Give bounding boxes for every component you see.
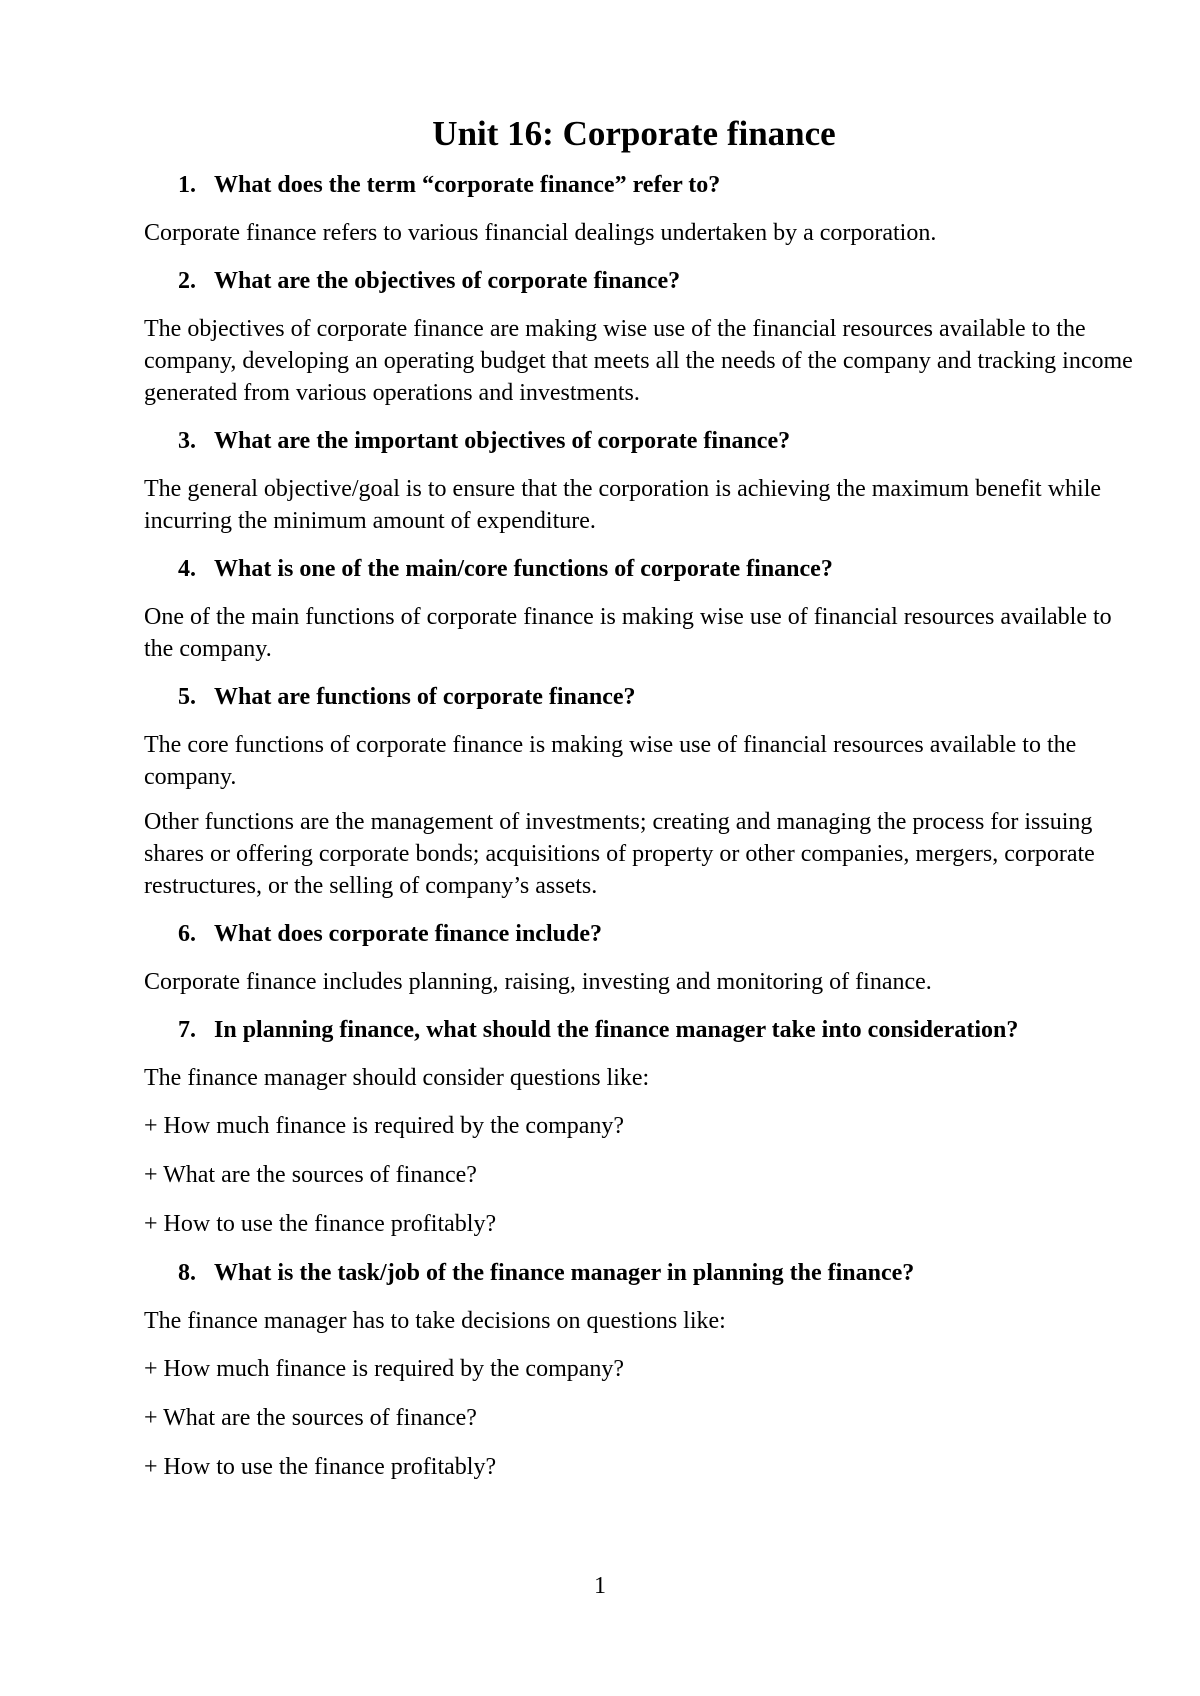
question-6 xyxy=(144,918,1144,950)
question-number: 1. xyxy=(178,172,196,198)
question-text: What does corporate finance include? xyxy=(214,921,602,947)
list-item: + What are the sources of finance? xyxy=(144,1162,477,1188)
question-text: What are the important objectives of corporate finance? xyxy=(214,428,791,454)
question-number: 8. xyxy=(178,1260,196,1286)
answer-6: Corporate finance includes planning, raising, investing and monitoring of finance. xyxy=(144,969,932,995)
answer-5-continued: Other functions are the management of investments; creating and managing the process for issuing shares or offering corporate bonds; acquisitions of property or other companies, mergers, corporate restructures, or the selling of company’s assets. xyxy=(144,809,1095,899)
question-text: What is one of the main/core functions of corporate finance? xyxy=(214,556,833,582)
question-number: 5. xyxy=(178,684,196,710)
question-text: What are functions of corporate finance? xyxy=(214,684,636,710)
question-number: 4. xyxy=(178,556,196,582)
answer-2: The objectives of corporate finance are making wise use of the financial resources available to the company, developing an operating budget that meets all the needs of the company and tracking income generated from various operations and investments. xyxy=(144,316,1133,406)
list-item: + How much finance is required by the company? xyxy=(144,1113,625,1139)
answer-7: The finance manager should consider questions like: xyxy=(144,1065,650,1091)
answer-8: The finance manager has to take decisions on questions like: xyxy=(144,1308,726,1334)
question-8 xyxy=(144,1257,1144,1289)
answer-1: Corporate finance refers to various financial dealings undertaken by a corporation. xyxy=(144,220,937,246)
question-3 xyxy=(144,425,1144,457)
list-item: + How much finance is required by the company? xyxy=(144,1356,625,1382)
question-text: What are the objectives of corporate finance? xyxy=(214,268,681,294)
question-1 xyxy=(144,169,1144,201)
question-text: In planning finance, what should the finance manager take into consideration? xyxy=(214,1017,1019,1043)
list-item: + How to use the finance profitably? xyxy=(144,1454,497,1480)
question-number: 6. xyxy=(178,921,196,947)
document-body xyxy=(144,112,1144,1500)
answer-4: One of the main functions of corporate finance is making wise use of financial resources available to the company. xyxy=(144,604,1112,662)
question-2 xyxy=(144,265,1144,297)
page-title: Unit 16: Corporate finance xyxy=(432,114,836,153)
question-number: 7. xyxy=(178,1017,196,1043)
answer-3: The general objective/goal is to ensure that the corporation is achieving the maximum benefit while incurring the minimum amount of expenditure. xyxy=(144,476,1102,534)
list-item: + What are the sources of finance? xyxy=(144,1405,477,1431)
question-number: 3. xyxy=(178,428,196,454)
question-4 xyxy=(144,553,1144,585)
question-number: 2. xyxy=(178,268,196,294)
question-text: What does the term “corporate finance” refer to? xyxy=(214,172,721,198)
question-5 xyxy=(144,681,1144,713)
list-item: + How to use the finance profitably? xyxy=(144,1211,497,1237)
page-number: 1 xyxy=(594,1573,606,1599)
question-text: What is the task/job of the finance manager in planning the finance? xyxy=(214,1260,915,1286)
answer-5: The core functions of corporate finance is making wise use of financial resources available to the company. xyxy=(144,732,1077,790)
question-7 xyxy=(144,1014,1144,1046)
